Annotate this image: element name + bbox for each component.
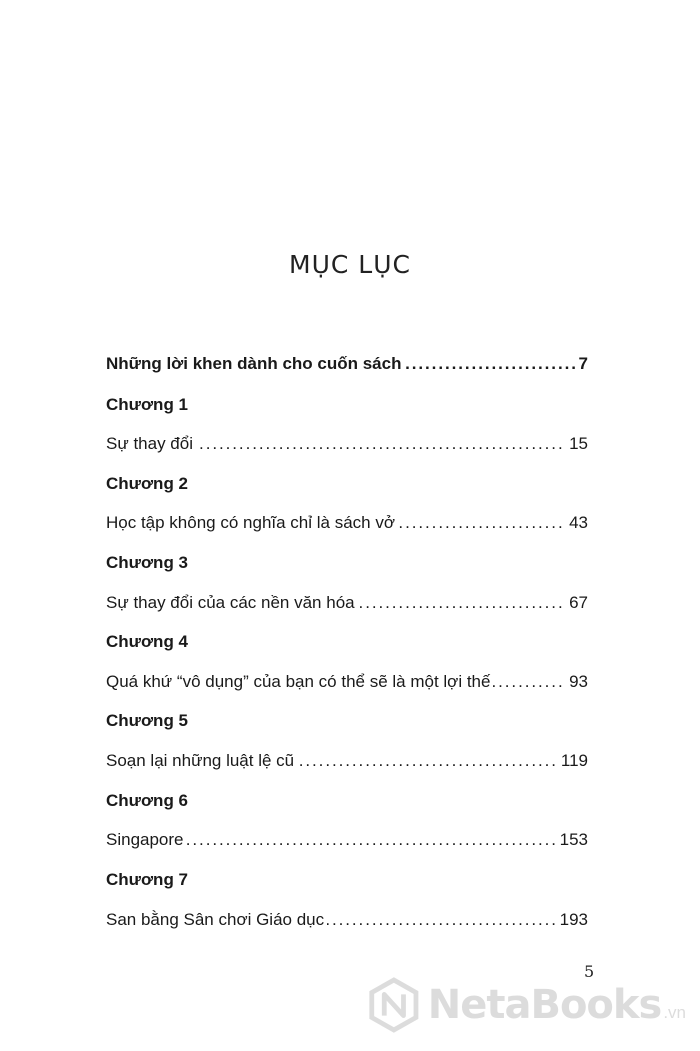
toc-entry-page: 7 [576,352,588,376]
toc-entry [106,352,588,376]
toc-entry-page: 119 [558,749,588,773]
page-number: 5 [584,962,595,981]
toc-entry-page: 153 [557,828,588,852]
toc-entry-title: Soạn lại những luật lệ cũ [106,751,297,770]
chapter-heading: Chương 2 [106,474,189,493]
toc-entry [106,749,588,773]
toc-entry-page: 43 [566,511,588,535]
chapter-heading: Chương 3 [106,553,189,572]
toc-entry-page: 15 [566,432,588,456]
watermark-brand: NetaBooks [427,982,662,1028]
toc-entry-page: 93 [566,670,588,694]
toc-entry-title: Sự thay đổi [106,434,196,453]
toc-entry-title: Quá khứ “vô dụng” của bạn có thể sẽ là một lợi thế [106,672,493,691]
page-title: MỤC LỤC [289,250,411,279]
toc-entry [106,591,588,615]
toc-entry [106,511,588,535]
toc-entry [106,432,588,456]
watermark-suffix: .vn [663,1003,686,1022]
netabooks-logo-icon [366,976,422,1034]
chapter-heading: Chương 4 [106,632,189,651]
toc-entry-title: Những lời khen dành cho cuốn sách [106,354,404,373]
watermark [366,975,686,1035]
toc-entry-page: 193 [557,908,588,932]
toc-entry-page: 67 [566,591,588,615]
toc-entry-title: San bằng Sân chơi Giáo dục [106,910,327,929]
toc-entry-title: Học tập không có nghĩa chỉ là sách vở [106,513,398,532]
chapter-heading: Chương 6 [106,791,189,810]
toc-entry [106,828,588,852]
toc-entry [106,670,588,694]
toc-entry-title: Singapore [106,830,187,849]
chapter-heading: Chương 1 [106,395,189,414]
chapter-heading: Chương 5 [106,711,189,730]
toc-entry-title: Sự thay đổi của các nền văn hóa [106,593,358,612]
chapter-heading: Chương 7 [106,870,189,889]
toc-entry [106,908,588,932]
